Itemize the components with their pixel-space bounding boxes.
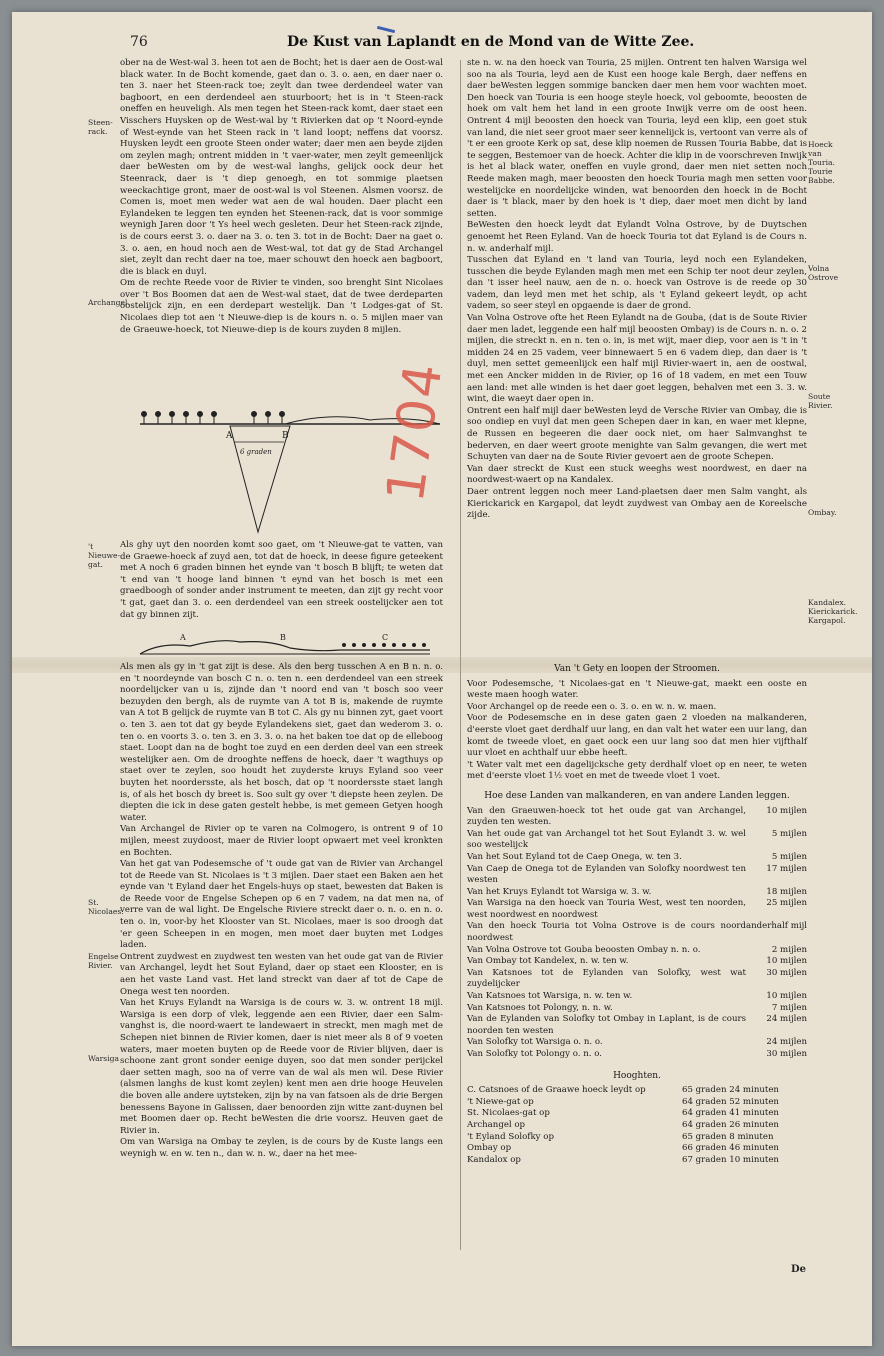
height-value: 66 graden 46 minuten: [682, 1143, 779, 1154]
distance-row: [467, 806, 807, 829]
margin-note: 't Nieuwe-gat.: [88, 542, 121, 569]
right-paragraph: BeWesten den hoeck leydt dat Eylandt Volna Ostrove, by de Duytschen genoemt het Reen Eyland. Van de hoeck Touria tot dat Eyland is de Cours n. n. w. anderhalf mijl.: [467, 220, 807, 254]
distance-route: Van Ombay tot Kandelex, n. w. ten w.: [467, 956, 629, 967]
height-place: 't Eyland Solofky op: [467, 1131, 554, 1142]
margin-note: Kandalex. Kierickarick. Kargapol.: [808, 598, 858, 625]
height-value: 64 graden 52 minuten: [682, 1096, 779, 1107]
section-heading-distances: Hoe dese Landen van malkanderen, en van andere Landen leggen.: [484, 790, 790, 801]
distance-row: [467, 1037, 807, 1049]
height-value: 64 graden 26 minuten: [682, 1119, 779, 1130]
height-place: Ombay op: [467, 1143, 512, 1154]
tides-paragraph: Voor Archangel op de reede een o. 3. o. en w. n. w. maen.: [467, 701, 717, 712]
left-paragraph: Om van Warsiga na Ombay te zeylen, is de cours by de Kuste langs een weynigh w. en w. ten n., dan w. n. w., daer na het mee-: [120, 1137, 443, 1159]
column-divider: [460, 60, 461, 1250]
distance-value: 18 mijlen: [766, 886, 807, 897]
distance-row: [467, 991, 807, 1003]
distance-row: [467, 829, 807, 852]
distance-value: 5 mijlen: [771, 851, 807, 862]
distance-value: 30 mijlen: [766, 1049, 807, 1059]
page-number: 76: [130, 34, 148, 50]
distance-value: 30 mijlen: [766, 967, 807, 978]
margin-note: Hoeck van Touria. Tourie Babbe.: [808, 140, 835, 185]
distance-value: 10 mijlen: [766, 805, 807, 816]
distances-table: [467, 806, 807, 1061]
distance-row: [467, 1003, 807, 1015]
distance-route: Van den Graeuwen-hoeck tot het oude gat van Archangel, zuyden ten westen.: [467, 805, 747, 828]
height-place: Archangel op: [467, 1119, 526, 1130]
distance-route: Van de Eylanden van Solofky tot Ombay in Laplant, is de cours noorden ten westen: [467, 1014, 747, 1036]
height-value: 65 graden 8 minuten: [682, 1131, 774, 1142]
right-column-bottom: [467, 660, 807, 1166]
distance-value: 24 mijlen: [766, 1014, 807, 1025]
distance-value: 17 mijlen: [766, 863, 807, 874]
left-paragraph: Als men als gy in 't gat zijt is dese. Als den berg tusschen A en B n. n. o. en 't noordeynde van bosch C n. o. ten n. een derdendeel van een streek noordelijcker van u is, zijnde dan 't noord end van 't bosch soo veer bezuyden den bergh, als de ruymte van A tot B is, makende de ruymte van A tot B gelijck de ruymte van B tot C. Als gy nu binnen zyt, gaet voort o. ten 3. aen tot dat gy beyde Eylandekens siet, gaet dan wederom 3. o. ten o. en voorts 3. o. ten 3. en 3. 3. o. na het baken toe dat op de elleboog staet. Loopt dan na de boght toe zuyd en een derden deel van een streek westelijker aen. Om de drooghte neffens de hoeck, daer 't wagthuys op staet over te zeylen, soo houdt het zuyderste kruys Eyland soo veer buyten het noordersste, als het bosch, dat op 't noordersste staet langh is, of als het bosch dy breet is. Soo sult gy over 't diepste heen zeylen. De diepten die ick in dese gaten gestelt hebbe, is met gemeen Getyen hoogh water.: [120, 662, 443, 823]
distance-row: [467, 864, 807, 887]
distance-value: 5 mijlen: [771, 828, 807, 839]
height-row: [467, 1097, 807, 1109]
left-paragraph: Ontrent zuydwest en zuydwest ten westen van het oude gat van de Rivier van Archangel, leydt het Sout Eyland, daer op staet een Klooster, en is aen het vaste Land vast. Het land streckt van daer af tot de Cape de Onega west ten noorden.: [120, 951, 443, 997]
left-paragraph: Van Archangel de Rivier op te varen na Colmogero, is ontrent 9 of 10 mijlen, meest zuydoost, maer de Rivier loopt opwaert met veel kronkten en Bochten.: [120, 824, 443, 858]
section-heading-tides: Van 't Gety en loopen der Stroomen.: [554, 664, 720, 674]
margin-note: Volna Ostrove: [808, 264, 839, 282]
height-row: [467, 1108, 807, 1120]
height-row: [467, 1085, 807, 1097]
diagram-label-a: A: [180, 633, 186, 642]
diagram-label-b: B: [280, 633, 286, 642]
distance-route: Van Solofky tot Polongy o. n. o.: [467, 1049, 602, 1059]
diagram-label-c: C: [382, 633, 389, 642]
distance-row: [467, 1049, 807, 1061]
distance-value: 10 mijlen: [766, 956, 807, 967]
distance-row: [467, 945, 807, 957]
left-column: [120, 58, 443, 336]
margin-note: Ombay.: [808, 508, 837, 517]
tides-paragraph: 't Water valt met een dagelijcksche gety derdhalf vloet op en neer, te weten met d'eerste vloet 1½ voet en met de tweede vloet 1 voet.: [467, 759, 807, 782]
diagram-depth-label: 6 graden: [240, 448, 272, 456]
distance-value: 25 mijlen: [766, 898, 807, 909]
distance-row: [467, 852, 807, 864]
height-value: 64 graden 41 minuten: [682, 1108, 779, 1119]
distance-value: anderhalf mijl: [746, 921, 807, 932]
left-paragraph: Als ghy uyt den noorden komt soo gaet, om 't Nieuwe-gat te vatten, van de Graewe-hoeck af zuyd aen, tot dat de hoeck, in deese figure geteekent met A noch 6 graden binnen het eynde van 't bosch B blijft; te weten dat 't end van 't hooge land binnen 't eynd van het bosch is met een graedboogh of sonder ander instrument te meeten, dan zijt gy recht voor 't gat, gaet dan 3. o. een derdendeel van een streek oostelijcker aen tot dat gy binnen zijt.: [120, 540, 443, 620]
page-header: [12, 34, 872, 56]
margin-note: Warsiga: [88, 1054, 120, 1063]
distance-route: Van den hoeck Touria tot Volna Ostrove is de cours noord noordwest: [467, 921, 747, 944]
catchword: De: [790, 1264, 806, 1275]
distance-route: Van het oude gat van Archangel tot het Sout Eylandt 3. w. wel soo westelijck: [467, 828, 747, 851]
distance-row: [467, 1014, 807, 1037]
diagram-label-a: A: [226, 431, 233, 441]
height-place: Kandalox op: [467, 1154, 521, 1165]
left-paragraph: Om de rechte Reede voor de Rivier te vinden, soo brenght Sint Nicolaes over 't Bos Boomen dat aen de West-wal staet, dat de twee derdeparten oostelijck zijn, en een derdepart westelijk. Dan 't Lodges-gat of St. Nicolaes diep tot aen 't Nieuwe-diep is de kours n. o. 5 mijlen maer van de Graeuwe-hoeck, tot Nieuwe-diep is de kours zuyden 8 mijlen.: [120, 278, 443, 335]
distance-row: [467, 898, 807, 921]
left-paragraph: Van het gat van Podesemsche of 't oude gat van de Rivier van Archangel tot de Reede van St. Nicolaes is 't 3 mijlen. Daer staet een Baken aen het eynde van 't Eyland daer het Engels-huys op staet, bewesten dat Baken is de Reede voor de Engelse Schepen op 6 en 7 vadem, na dat men na, of verre van de wal light. De Engelsche Riviere streckt daer o. n. o. en n. o. ten o. in, voor-by het Klooster van St. Nicolaes, maer is soo droogh dat 'er geen Scheepen in en mogen, men moet daer buyten met Lodges laden.: [120, 859, 443, 951]
ink-mark: [377, 26, 395, 33]
right-paragraph: Van daer streckt de Kust een stuck weeghs west noordwest, en daer na noordwest-waert op na Kandalex.: [467, 463, 807, 486]
right-paragraph: Ontrent een half mijl daer beWesten leyd de Versche Rivier van Ombay, die is soo ondiep en vuyl dat men geen Schepen daer in kan, en waer met klepne, de Russen en begeeren die daer oock niet, om haer Salmvanghst te bederven, en daer weert groote menighte van Salm gevangen, die wert met Schuyten van daer na de Soute Rivier gevoert aen de groote Schepen.: [467, 405, 807, 463]
diagram-label-b: B: [282, 431, 289, 441]
distance-value: 7 mijlen: [771, 1002, 807, 1013]
left-column-bottom: [120, 662, 443, 1161]
document-page: [12, 12, 872, 1346]
right-paragraph: Van Volna Ostrove ofte het Reen Eylandt na de Gouba, (dat is de Soute Rivier daer men ladet, leggende een half mijl beoosten Ombay) is de Cours n. n. o. 2 mijlen, die streckt n. en n. ten o. in, is met wijt, maer diep, voor aen is 't in 't midden 24 en 25 vadem, veer binnewaert 5 en 6 vadem diep, dan daer is 't duyl, men settet gemeenlijck een half mijl Rivier-waert in, aen de oostwal, met een Ancker midden in de Rivier, op 16 of 18 vadem, en met een Touw aen land: met alle winden is het daer goet leggen, behalven met een 3. 3. w. wint, die waeyt daer open in.: [467, 313, 807, 405]
height-place: St. Nicolaes-gat op: [467, 1108, 550, 1119]
margin-note: Steen-rack.: [88, 118, 113, 136]
height-row: [467, 1143, 807, 1155]
distance-row: [467, 921, 807, 944]
distance-route: Van Solofky tot Warsiga o. n. o.: [467, 1037, 603, 1048]
height-value: 67 graden 10 minuten: [682, 1154, 779, 1165]
section-heading-heights: Hooghten.: [613, 1070, 661, 1081]
distance-route: Van Warsiga na den hoeck van Touria West, west ten noorden, west noordwest en noordwest: [467, 898, 747, 920]
left-column-mid: [120, 540, 443, 621]
distance-route: Van Katsnoes tot Warsiga, n. w. ten w.: [467, 991, 633, 1002]
height-row: [467, 1120, 807, 1132]
running-title: De Kust van Laplandt en de Mond van de Witte Zee.: [287, 34, 695, 50]
margin-note: Archangel.: [88, 298, 130, 307]
distance-route: Van Caep de Onega tot de Eylanden van Solofky noordwest ten westen: [467, 863, 747, 886]
distance-route: Van Volna Ostrove tot Gouba beoosten Ombay n. n. o.: [467, 944, 701, 955]
tides-paragraph: Voor Podesemsche, 't Nicolaes-gat en 't Nieuwe-gat, maekt een ooste en weste maen hoogh water.: [467, 678, 807, 701]
left-paragraph: ober na de West-wal 3. heen tot aen de Bocht; het is daer aen de Oost-wal black water. In de Bocht komende, gaet dan o. 3. o. aen, en daer naer o. ten 3. naer het Steen-rack toe; zeylt dan twee derdendeel water van bagboort, en een derdendeel aen stuurboort; het is in 't Steen-rack oneffen en heuveligh. Als men tegen het Steen-rack komt, daer staet een Visschers Huysken op de West-wal by 't Rivierken dat op 't Noord-eynde of West-eynde van het Steen rack in 't land loopt; neffens dat voorsz. Huysken leydt een groote Steen onder water; daer men aen beyde zijden om zeylen magh; ontrent midden in 't vaer-water, men zeylt gemeenlijck daer beWesten om by de west-wal langhs, gelijck oock deur het Steenrack, daer is 't diep genoegh, en tot sommige plaetsen weeckachtige gront, maer de oost-wal is vol Steenen. Alsmen voorsz. de Comen is, moet men weder wat aen de wal houden. Daer placht een Eylandeken te leggen ten eynden het Steenen-rack, dat is voor sommige weynigh Jaren door 't Ys heel wech gesleten. Deur het Steen-rack zijnde, is de cours eerst 3. o. daer na 3. o. ten 3. tot in de Bocht: Daer na gaet o. 3. o. aen, en houd noch aen de West-wal, tot dat gy de Stad Archangel siet, zeylt dan recht daer na toe, maer schouwt den hoeck aen bagboort, die is black en duyl.: [120, 58, 443, 277]
distance-route: Van het Kruys Eylandt tot Warsiga w. 3. w.: [467, 886, 652, 897]
distance-route: Van Katsnoes tot de Eylanden van Solofky, west wat zuydelijcker: [467, 967, 747, 990]
distance-row: [467, 968, 807, 991]
distance-value: 10 mijlen: [766, 991, 807, 1002]
distance-value: 2 mijlen: [771, 944, 807, 955]
height-place: 't Niewe-gat op: [467, 1096, 534, 1107]
height-value: 65 graden 24 minuten: [682, 1085, 779, 1096]
right-paragraph: Daer ontrent leggen noch meer Land-plaetsen daer men Salm vanght, als Kierickarick en Kargapol, dat leydt zuydwest van Ombay aen de Koreelsche zijde.: [467, 486, 807, 521]
left-paragraph: Van het Kruys Eylandt na Warsiga is de cours w. 3. w. ontrent 18 mijl. Warsiga is een dorp of vlek, leggende aen een Rivier, daer een Salm-vanghst is, die noord-waert te landewaert in streckt, men magh met de Schepen niet binnen de Rivier komen, daer is niet meer als 8 of 9 voeten waters, maer moeten buyten op de Reede voor de Rivier blijven, daer is schoone zant gront sonder eenige duyen, soo dat men sonder perijckel daer setten magh, soo na of verre van de wal als men wil. Dese Rivier (alsmen langhs de kust komt zeylen) kent men aen drie hooge Heuvelen die boven alle andere uytsteken, zijn by na van fatsoen als de drie Bergen benessens Bayone in Galissen, daer benoorden zijn witte zant-duynen bel met Boomen daer op. Recht beWesten die drie voorsz. Heuven gaet de Rivier in.: [120, 998, 443, 1136]
coastline-profile-diagram: [130, 628, 450, 658]
distance-row: [467, 956, 807, 968]
margin-note: St. Nicolaes.: [88, 898, 124, 916]
heights-list: [467, 1085, 807, 1166]
handwritten-annotation: 1704: [375, 358, 455, 506]
margin-note: Soute Rivier.: [808, 392, 833, 410]
right-paragraph: Tusschen dat Eyland en 't land van Touria, leyd noch een Eylandeken, tusschen die beyde Eylanden magh men met een Schip ter noot deur zeylen, dan 't isser heel nauw, aen de n. o. hoeck van Ostrove is de reede op 30 vadem, dan leyd men met het schip, als 't Eyland gekeert leydt, op acht vadem, so seer steyl en opgaende is daer de grond.: [467, 255, 807, 312]
tides-paragraph: Voor de Podesemsche en in dese gaten gaen 2 vloeden na malkanderen, d'eerste vloet gaet derdhalf uur lang, en dan valt het water een uur lang, dan komt de tweede vloet, en gaet oock een uur lang soo dat men hier vijfthalf uur vloet en achthalf uur ebbe heeft.: [467, 713, 807, 759]
distance-route: Van het Sout Eyland tot de Caep Onega, w. ten 3.: [467, 851, 682, 862]
height-row: [467, 1155, 807, 1167]
right-paragraph: ste n. w. na den hoeck van Touria, 25 mijlen. Ontrent ten halven Warsiga wel soo na als Touria, leyd aen de Kust een hooge kale Bergh, daer neffens en daer beWesten leggen sommige bancken daer men hem voor wachten moet. Den hoeck van Touria is een hooge steyle hoeck, vol geboomte, beoosten de hoek om valt hem het land in een groote Inwijk verre om de oost heen. Ontrent 4 mijl beoosten den hoeck van Touria, leyd een klip, een goet stuk van land, die niet seer groot maer seer kennelijck is, vertoont van verre als of 't er een groote Kerk op sat, dese klip noemen de Russen Touria Babbe, dat is te seggen, Bestemoer van de hoeck. Achter die klip in de voorschreven Inwijk is het al black water, oneffen en vuyle grond, daer men niet setten noch Reede maken magh, maer beoosten den hoeck Touria magh men setten voor westelijcke en noordelijcke winden, wat benoorden den hoeck in de Bocht daer is 't black, maer by den hoek is 't diep, daer moet men dicht by land setten.: [467, 58, 807, 219]
distance-value: 24 mijlen: [766, 1037, 807, 1048]
right-column: [467, 58, 807, 522]
distance-route: Van Katsnoes tot Polongy, n. n. w.: [467, 1002, 613, 1013]
height-place: C. Catsnoes of de Graawe hoeck leydt op: [467, 1085, 646, 1096]
height-row: [467, 1132, 807, 1144]
distance-row: [467, 887, 807, 899]
margin-note: Engelse Rivier.: [88, 952, 119, 970]
